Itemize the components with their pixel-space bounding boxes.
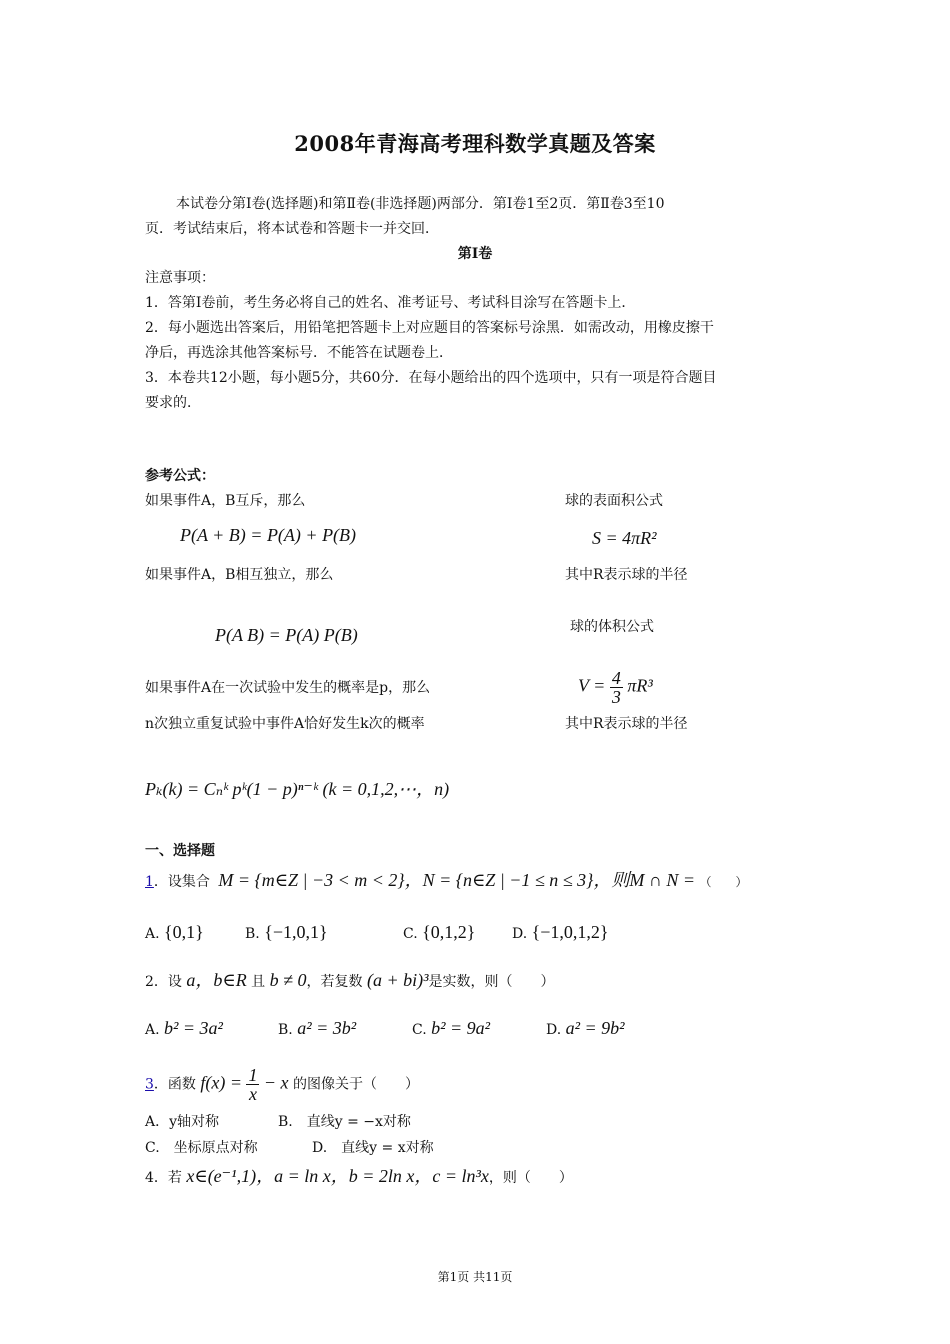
question-2-text-4: 是实数，则（ ）: [428, 974, 555, 990]
q1-option-d-value: {−1,0,1,2}: [531, 922, 609, 942]
formula-right-4: 其中R表示球的半径: [565, 716, 688, 732]
question-3-text-1: ．函数: [153, 1076, 196, 1093]
formula-left-3: 如果事件A在一次试验中发生的概率是p，那么: [145, 680, 431, 696]
q2-option-b-label: B.: [278, 1022, 293, 1038]
q1-option-c: [403, 922, 475, 943]
notice-2a: 2．每小题选出答案后，用铅笔把答题卡上对应题目的答案标号涂黑．如需改动，用橡皮擦干: [145, 320, 714, 336]
formula-right-eq-1: S = 4πR²: [592, 528, 657, 548]
question-1-text: ．设集合: [153, 874, 210, 890]
q3-option-b: B. 直线y = −x对称: [278, 1114, 411, 1130]
q2-option-a-label: A.: [145, 1022, 160, 1038]
formula-left-4: n次独立重复试验中事件A恰好发生k次的概率: [145, 716, 425, 732]
notice-heading: 注意事项：: [145, 270, 215, 286]
notice-1: 1．答第Ⅰ卷前，考生务必将自己的姓名、准考证号、考试科目涂写在答题卡上．: [145, 295, 636, 311]
question-3-fraction: [246, 1066, 259, 1103]
volume-fraction: [610, 669, 623, 706]
question-3-math-left: f(x) =: [200, 1072, 242, 1093]
question-3-math-right: − x: [263, 1072, 289, 1093]
question-4-math: x∈(e⁻¹,1)，a = ln x，b = 2ln x，c = ln³x: [186, 1166, 489, 1186]
notice-3b: 要求的．: [145, 395, 201, 411]
question-2-text-1: 2．设: [145, 974, 182, 990]
intro-line-2: 页．考试结束后，将本试卷和答题卡一并交回．: [145, 221, 439, 237]
q2-option-c: [412, 1018, 490, 1039]
question-2-math-1: a，b∈R: [186, 970, 247, 990]
question-2-math-2: b ≠ 0: [269, 970, 307, 990]
question-3-fraction-den: x: [248, 1084, 257, 1104]
volume-lhs: V =: [578, 675, 606, 696]
question-3-text-2: 的图像关于（ ）: [293, 1076, 419, 1093]
question-1-number[interactable]: 1: [145, 874, 154, 890]
question-4: [145, 1166, 573, 1188]
q2-option-d: [546, 1018, 625, 1039]
q1-option-d-label: D.: [512, 926, 528, 942]
q1-option-b-label: B.: [245, 926, 260, 942]
q3-option-a: A．y轴对称: [145, 1114, 220, 1130]
q2-option-d-value: a² = 9b²: [565, 1018, 625, 1038]
intro-line-1: 本试卷分第Ⅰ卷(选择题)和第Ⅱ卷(非选择题)两部分．第Ⅰ卷1至2页．第Ⅱ卷3至10: [176, 196, 665, 212]
question-4-text-1: 4．若: [145, 1170, 182, 1186]
formula-right-1: 球的表面积公式: [565, 493, 663, 509]
q1-option-b-value: {−1,0,1}: [264, 922, 328, 942]
section-heading: 第Ⅰ卷: [457, 246, 493, 262]
question-1-paren: （ ）: [699, 875, 748, 889]
formula-eq-3: Pₖ(k) = Cₙᵏ pᵏ(1 − p)ⁿ⁻ᵏ (k = 0,1,2,⋯，n): [145, 779, 450, 799]
section-choice-heading: 一、选择题: [145, 843, 215, 859]
formula-eq-2: P(A B) = P(A) P(B): [215, 625, 358, 645]
question-4-text-2: ，则（ ）: [488, 1170, 573, 1186]
q1-option-b: [245, 922, 328, 943]
q2-option-d-label: D.: [546, 1022, 562, 1038]
q2-option-b-value: a² = 3b²: [297, 1018, 357, 1038]
volume-rhs: πR³: [627, 675, 653, 696]
question-3-fraction-num: 1: [248, 1065, 258, 1085]
q2-option-a-value: b² = 3a²: [164, 1018, 223, 1038]
q2-option-c-label: C.: [412, 1022, 427, 1038]
q1-option-a: [145, 922, 204, 943]
question-1: [145, 870, 747, 892]
q2-option-a: [145, 1018, 223, 1039]
q2-option-b: [278, 1018, 356, 1039]
notice-2b: 净后，再选涂其他答案标号．不能答在试题卷上．: [145, 345, 453, 361]
question-2-math-3: (a + bi)³: [366, 970, 429, 990]
page-footer: 第1页 共11页: [437, 1270, 513, 1284]
question-3-number[interactable]: 3: [145, 1076, 154, 1093]
formula-right-3: 球的体积公式: [570, 619, 654, 635]
q3-option-d: D. 直线y = x对称: [312, 1140, 434, 1156]
question-3: [145, 1066, 419, 1103]
volume-fraction-den: 3: [611, 687, 621, 707]
question-2-text-2: 且: [251, 974, 266, 990]
formula-left-2: 如果事件A，B相互独立，那么: [145, 567, 334, 583]
q1-option-a-value: {0,1}: [164, 922, 204, 942]
formula-right-2: 其中R表示球的半径: [565, 567, 688, 583]
q2-option-c-value: b² = 9a²: [431, 1018, 491, 1038]
page-title: 2008年青海高考理科数学真题及答案: [294, 131, 656, 156]
q1-option-c-value: {0,1,2}: [422, 922, 476, 942]
formula-eq-1: P(A + B) = P(A) + P(B): [180, 525, 357, 545]
question-1-math: M = {m∈Z | −3 < m < 2}，N = {n∈Z | −1 ≤ n ≤ 3}，则M ∩ N =: [218, 870, 696, 890]
q1-option-a-label: A.: [145, 926, 160, 942]
volume-fraction-num: 4: [611, 668, 621, 688]
notice-3a: 3．本卷共12小题，每小题5分，共60分．在每小题给出的四个选项中，只有一项是符合题目: [145, 370, 717, 386]
formula-left-1: 如果事件A，B互斥，那么: [145, 493, 306, 509]
question-2-text-3: ，若复数: [306, 974, 363, 990]
formula-right-eq-2: [578, 669, 653, 706]
q1-option-d: [512, 922, 609, 943]
formula-heading: 参考公式：: [145, 468, 215, 484]
question-2: [145, 970, 555, 992]
q1-option-c-label: C.: [403, 926, 418, 942]
q3-option-c: C. 坐标原点对称: [145, 1140, 258, 1156]
